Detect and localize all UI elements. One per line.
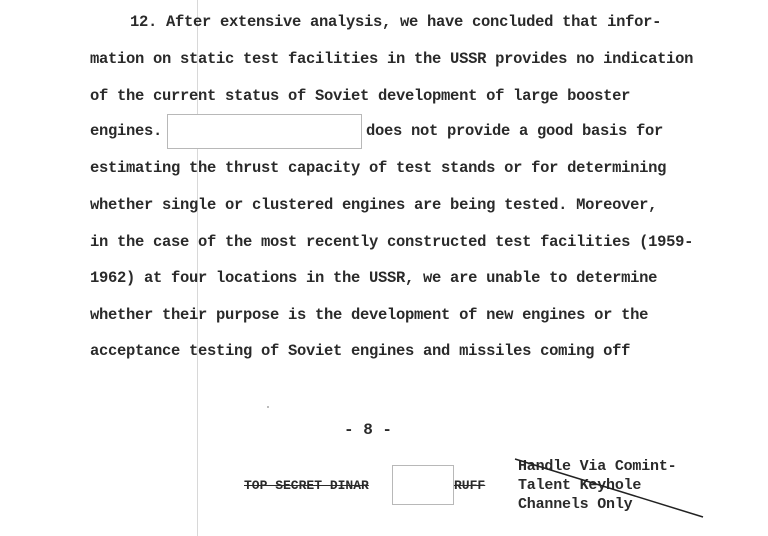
text-line-7: in the case of the most recently constructed test facilities (1959- bbox=[90, 233, 694, 251]
classification-right: RUFF bbox=[454, 478, 486, 493]
text-line-1: 12. After extensive analysis, we have concluded that infor- bbox=[130, 13, 662, 31]
classification-redaction bbox=[392, 465, 454, 505]
text-line-9: whether their purpose is the development of new engines or the bbox=[90, 306, 649, 324]
stray-mark bbox=[267, 406, 269, 408]
page-number: - 8 - bbox=[344, 421, 393, 439]
classification-left: TOP SECRET DINAR bbox=[244, 478, 369, 493]
text-line-8: 1962) at four locations in the USSR, we are unable to determine bbox=[90, 269, 658, 287]
text-line-2: mation on static test facilities in the USSR provides no indication bbox=[90, 50, 694, 68]
text-line-4a: engines. bbox=[90, 122, 163, 140]
redaction-box bbox=[167, 114, 362, 149]
text-line-3: of the current status of Soviet development of large booster bbox=[90, 87, 631, 105]
text-line-4b: does not provide a good basis for bbox=[366, 122, 664, 140]
handling-line-3: Channels Only bbox=[518, 496, 633, 513]
text-line-6: whether single or clustered engines are being tested. Moreover, bbox=[90, 196, 658, 214]
handling-line-2: Talent Keyhole bbox=[518, 477, 642, 494]
handling-caveat bbox=[493, 455, 733, 535]
text-line-10: acceptance testing of Soviet engines and missiles coming off bbox=[90, 342, 631, 360]
strikethrough-line bbox=[493, 455, 733, 535]
handling-line-1: Handle Via Comint- bbox=[518, 458, 677, 475]
text-line-5: estimating the thrust capacity of test stands or for determining bbox=[90, 159, 667, 177]
